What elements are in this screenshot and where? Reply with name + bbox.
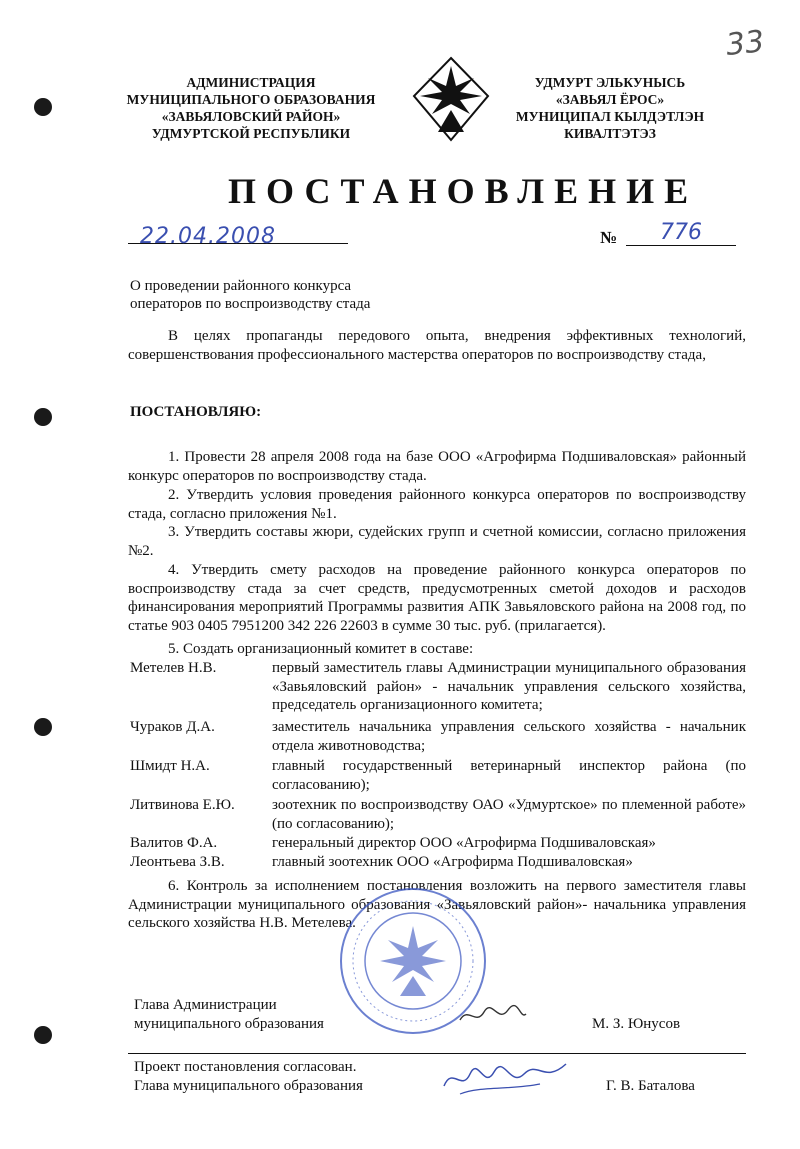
item-6: 6. Контроль за исполнением постановления возложить на первого заместителя главы Администрации муниципального образования «Завьяловский район»- начальника управления сельского хозяйства Н.В. Метелева.: [128, 878, 746, 931]
preamble: В целях пропаганды передового опыта, внедрения эффективных технологий, совершенствования профессионального мастерства операторов по воспроизводству стада,: [128, 328, 746, 363]
number-label: №: [600, 228, 618, 247]
committee-member-name: Метелев Н.В.: [130, 660, 217, 676]
header-right-line: УДМУРТ ЭЛЬКУНЫСЬ: [534, 75, 686, 90]
item-2: 2. Утвердить условия проведения районного конкурса операторов по воспроизводству стада, согласно приложения №1.: [128, 487, 746, 522]
number-line: [626, 245, 736, 246]
signature-name: М. З. Юнусов: [592, 1016, 681, 1032]
document-title: ПОСТАНОВЛЕНИЕ: [228, 171, 699, 211]
header-left-line: УДМУРТСКОЙ РЕСПУБЛИКИ: [151, 126, 351, 141]
committee-member-role: генеральный директор ООО «Агрофирма Подшиваловская»: [272, 835, 656, 851]
header-right-line: «ЗАВЬЯЛ ЁРОС»: [555, 92, 665, 107]
binder-hole: [34, 408, 52, 426]
header-left: [112, 74, 390, 142]
binder-hole: [34, 98, 52, 116]
separator-line: [128, 1053, 746, 1054]
binder-hole: [34, 718, 52, 736]
committee-member-role: заместитель начальника управления сельского хозяйства - начальник отдела животноводства;: [272, 719, 746, 754]
header-left-line: АДМИНИСТРАЦИЯ: [186, 75, 316, 90]
committee-member-role: зоотехник по воспроизводству ОАО «Удмуртское» по племенной работе» (по согласованию);: [272, 797, 746, 832]
committee-member-name: Валитов Ф.А.: [130, 835, 218, 851]
subject-line: операторов по воспроизводству стада: [130, 296, 371, 312]
binder-hole: [34, 1026, 52, 1044]
approval-line: Глава муниципального образования: [134, 1078, 363, 1094]
decree-word: ПОСТАНОВЛЯЮ:: [130, 404, 262, 420]
header-left-line: МУНИЦИПАЛЬНОГО ОБРАЗОВАНИЯ: [126, 92, 376, 107]
committee-member-name: Леонтьева З.В.: [130, 854, 225, 870]
committee-member-name: Чураков Д.А.: [130, 719, 215, 735]
committee-member-name: Литвинова Е.Ю.: [130, 797, 235, 813]
page-number: 33: [724, 24, 766, 63]
signature-position-line: муниципального образования: [134, 1016, 324, 1032]
signature-position-line: Глава Администрации: [134, 997, 277, 1013]
header-right-line: КИВАЛТЭТЭЗ: [564, 126, 656, 141]
approval-name: Г. В. Баталова: [606, 1078, 695, 1094]
item-3: 3. Утвердить составы жюри, судейских групп и счетной комиссии, согласно приложения №2.: [128, 524, 746, 559]
document-date: 22.04.2008: [140, 224, 276, 249]
document-number: 776: [660, 220, 702, 245]
item-1: 1. Провести 28 апреля 2008 года на базе ООО «Агрофирма Подшиваловская» районный конкурс операторов по воспроизводству стада.: [128, 449, 746, 484]
committee-member-role: главный зоотехник ООО «Агрофирма Подшиваловская»: [272, 854, 633, 870]
committee-member-role: главный государственный ветеринарный инспектор района (по согласованию);: [272, 758, 746, 793]
header-right: [510, 74, 710, 142]
subject-line: О проведении районного конкурса: [130, 278, 352, 294]
emblem-icon: [412, 56, 490, 142]
approval-signature-icon: [440, 1056, 570, 1098]
approval-line: Проект постановления согласован.: [134, 1059, 357, 1075]
item-5: 5. Создать организационный комитет в составе:: [168, 641, 474, 657]
handwritten-signature-icon: [458, 1000, 528, 1030]
item-4: 4. Утвердить смету расходов на проведение районного конкурса операторов по воспроизводству стада за счет средств, предусмотренных сметой доходов и расходов финансирования мероприятий Программы развития АПК Завьяловского района на 2008 год, по статье 903 0405 7951200 342 226 22603 в сумме 30 тыс. руб. (прилагается).: [128, 562, 746, 634]
header-right-line: МУНИЦИПАЛ КЫЛДЭТЛЭН: [515, 109, 705, 124]
header-left-line: «ЗАВЬЯЛОВСКИЙ РАЙОН»: [161, 109, 341, 124]
committee-member-role: первый заместитель главы Администрации муниципального образования «Завьяловский район» - начальник управления сельского хозяйства, председатель организационного комитета;: [272, 660, 746, 713]
committee-member-name: Шмидт Н.А.: [130, 758, 210, 774]
